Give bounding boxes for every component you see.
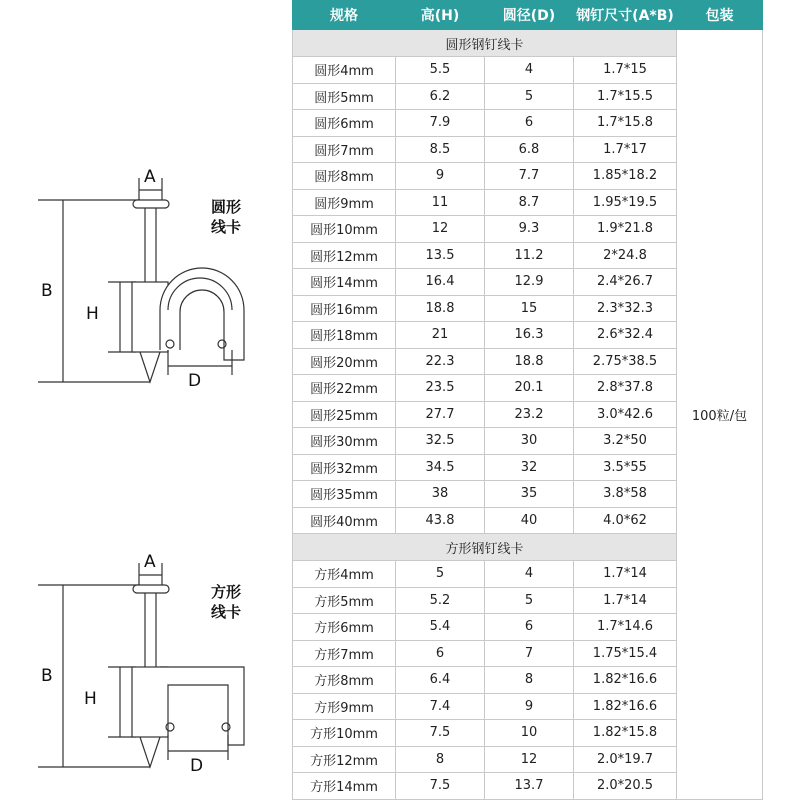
cell-spec: 方形14mm: [293, 773, 396, 800]
cell-nail-size: 2.75*38.5: [574, 348, 677, 375]
cell-nail-size: 4.0*62: [574, 507, 677, 534]
cell-nail-size: 2.8*37.8: [574, 375, 677, 402]
square-clip-drawing: [0, 545, 292, 785]
cell-diameter: 4: [485, 561, 574, 588]
cell-nail-size: 2.4*26.7: [574, 269, 677, 296]
cell-height: 27.7: [396, 401, 485, 428]
cell-spec: 圆形32mm: [293, 454, 396, 481]
cell-height: 7.4: [396, 693, 485, 720]
cell-height: 22.3: [396, 348, 485, 375]
cell-height: 38: [396, 481, 485, 508]
square-clip-diagram: [0, 545, 292, 785]
table-header-row: [293, 1, 763, 30]
dimension-b-label: B: [41, 281, 53, 301]
cell-diameter: 20.1: [485, 375, 574, 402]
header-nail-size: 钢钉尺寸(A*B): [574, 1, 677, 30]
cell-height: 34.5: [396, 454, 485, 481]
cell-nail-size: 2.6*32.4: [574, 322, 677, 349]
cell-height: 7.5: [396, 720, 485, 747]
cell-height: 8: [396, 746, 485, 773]
square-clip-title: [211, 582, 251, 622]
cell-spec: 圆形16mm: [293, 295, 396, 322]
cell-spec: 方形5mm: [293, 587, 396, 614]
cell-nail-size: 1.7*14.6: [574, 614, 677, 641]
dimension-a-label: A: [144, 552, 156, 572]
cell-spec: 圆形5mm: [293, 83, 396, 110]
cell-height: 16.4: [396, 269, 485, 296]
header-diameter: 圆径(D): [485, 1, 574, 30]
round-clip-drawing: [0, 160, 292, 400]
table-body: [293, 30, 763, 800]
round-clip-title-line1: 圆形: [211, 198, 242, 216]
group-title: 圆形钢钉线卡: [293, 30, 677, 57]
cell-nail-size: 3.8*58: [574, 481, 677, 508]
cell-nail-size: 1.85*18.2: [574, 163, 677, 190]
cell-nail-size: 1.82*15.8: [574, 720, 677, 747]
cell-height: 5.4: [396, 614, 485, 641]
square-clip-title-line2: 线卡: [211, 603, 242, 621]
cell-height: 8.5: [396, 136, 485, 163]
cell-spec: 圆形6mm: [293, 110, 396, 137]
cell-nail-size: 1.95*19.5: [574, 189, 677, 216]
cell-spec: 圆形20mm: [293, 348, 396, 375]
cell-diameter: 8: [485, 667, 574, 694]
dimension-d-label: D: [188, 371, 202, 391]
cell-nail-size: 1.7*15.5: [574, 83, 677, 110]
cell-spec: 方形9mm: [293, 693, 396, 720]
cell-height: 23.5: [396, 375, 485, 402]
cell-height: 21: [396, 322, 485, 349]
dimension-a-label: A: [144, 167, 156, 187]
dimension-h-label: H: [86, 304, 99, 324]
cell-diameter: 11.2: [485, 242, 574, 269]
cell-spec: 圆形8mm: [293, 163, 396, 190]
cell-diameter: 6.8: [485, 136, 574, 163]
cell-spec: 圆形9mm: [293, 189, 396, 216]
cell-diameter: 23.2: [485, 401, 574, 428]
spec-table: [292, 0, 763, 800]
cell-diameter: 4: [485, 57, 574, 84]
cell-spec: 圆形10mm: [293, 216, 396, 243]
cell-spec: 圆形22mm: [293, 375, 396, 402]
cell-height: 12: [396, 216, 485, 243]
cell-nail-size: 2*24.8: [574, 242, 677, 269]
cell-spec: 圆形35mm: [293, 481, 396, 508]
cell-spec: 方形7mm: [293, 640, 396, 667]
cell-spec: 方形6mm: [293, 614, 396, 641]
cell-spec: 圆形40mm: [293, 507, 396, 534]
cell-height: 7.5: [396, 773, 485, 800]
cell-nail-size: 3.5*55: [574, 454, 677, 481]
cell-spec: 方形8mm: [293, 667, 396, 694]
cell-nail-size: 1.7*15.8: [574, 110, 677, 137]
cell-nail-size: 2.0*20.5: [574, 773, 677, 800]
cell-spec: 圆形30mm: [293, 428, 396, 455]
cell-height: 43.8: [396, 507, 485, 534]
dimension-d-label: D: [190, 756, 204, 776]
cell-diameter: 12: [485, 746, 574, 773]
cell-height: 6.4: [396, 667, 485, 694]
cell-nail-size: 1.7*15: [574, 57, 677, 84]
cell-spec: 圆形12mm: [293, 242, 396, 269]
cell-diameter: 18.8: [485, 348, 574, 375]
dimension-b-label: B: [41, 666, 53, 686]
cell-diameter: 32: [485, 454, 574, 481]
cell-nail-size: 3.2*50: [574, 428, 677, 455]
cell-diameter: 9.3: [485, 216, 574, 243]
cell-diameter: 35: [485, 481, 574, 508]
header-height: 高(H): [396, 1, 485, 30]
cell-nail-size: 1.82*16.6: [574, 667, 677, 694]
cell-height: 6.2: [396, 83, 485, 110]
cell-diameter: 13.7: [485, 773, 574, 800]
cell-diameter: 7.7: [485, 163, 574, 190]
cell-spec: 圆形4mm: [293, 57, 396, 84]
cell-height: 6: [396, 640, 485, 667]
cell-spec: 方形10mm: [293, 720, 396, 747]
cell-diameter: 7: [485, 640, 574, 667]
group-title-row: [293, 30, 763, 57]
cell-diameter: 12.9: [485, 269, 574, 296]
cell-height: 5.5: [396, 57, 485, 84]
cell-height: 9: [396, 163, 485, 190]
square-clip-title-line1: 方形: [211, 583, 242, 601]
packaging-cell: 100粒/包: [677, 30, 763, 800]
cell-diameter: 6: [485, 110, 574, 137]
cell-nail-size: 1.75*15.4: [574, 640, 677, 667]
cell-nail-size: 2.0*19.7: [574, 746, 677, 773]
cell-height: 5.2: [396, 587, 485, 614]
cell-nail-size: 1.82*16.6: [574, 693, 677, 720]
cell-height: 5: [396, 561, 485, 588]
cell-nail-size: 2.3*32.3: [574, 295, 677, 322]
cell-spec: 圆形14mm: [293, 269, 396, 296]
cell-nail-size: 1.9*21.8: [574, 216, 677, 243]
cell-spec: 圆形7mm: [293, 136, 396, 163]
header-spec: 规格: [293, 1, 396, 30]
cell-nail-size: 3.0*42.6: [574, 401, 677, 428]
round-clip-title: [211, 197, 251, 237]
cell-diameter: 5: [485, 587, 574, 614]
cell-height: 7.9: [396, 110, 485, 137]
header-packaging: 包装: [677, 1, 763, 30]
cell-spec: 方形12mm: [293, 746, 396, 773]
cell-diameter: 5: [485, 83, 574, 110]
cell-diameter: 9: [485, 693, 574, 720]
cell-diameter: 6: [485, 614, 574, 641]
cell-diameter: 8.7: [485, 189, 574, 216]
spec-table-container: [292, 0, 762, 800]
round-clip-diagram: [0, 160, 292, 400]
group-title: 方形钢钉线卡: [293, 534, 677, 561]
cell-spec: 方形4mm: [293, 561, 396, 588]
cell-nail-size: 1.7*14: [574, 561, 677, 588]
cell-height: 13.5: [396, 242, 485, 269]
cell-diameter: 10: [485, 720, 574, 747]
cell-diameter: 15: [485, 295, 574, 322]
cell-height: 32.5: [396, 428, 485, 455]
cell-nail-size: 1.7*17: [574, 136, 677, 163]
cell-height: 18.8: [396, 295, 485, 322]
cell-diameter: 30: [485, 428, 574, 455]
cell-spec: 圆形18mm: [293, 322, 396, 349]
cell-diameter: 40: [485, 507, 574, 534]
cell-spec: 圆形25mm: [293, 401, 396, 428]
dimension-h-label: H: [84, 689, 97, 709]
round-clip-title-line2: 线卡: [211, 218, 242, 236]
cell-diameter: 16.3: [485, 322, 574, 349]
cell-height: 11: [396, 189, 485, 216]
cell-nail-size: 1.7*14: [574, 587, 677, 614]
